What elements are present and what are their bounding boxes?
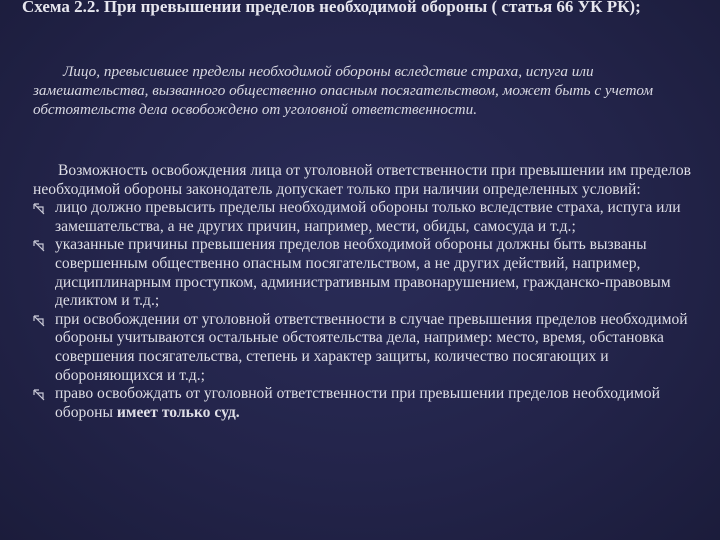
conditions-block bbox=[33, 162, 698, 422]
intro-paragraph bbox=[33, 62, 693, 119]
intro-text: Лицо, превысившее пределы необходимой обороны вследствие страха, испуга или замешательства, вызванного общественно опасным посягательством, может быть с учетом обстоятельств дела освобождено от уголовной ответственности. bbox=[33, 63, 654, 118]
list-item-text: лицо должно превысить пределы необходимой обороны только вследствие страха, испуга или замешательства, а не других причин, например, мести, обиды, самосуда и т.д.; bbox=[55, 199, 681, 235]
list-item-emphasis: имеет только суд. bbox=[116, 403, 240, 421]
lead-paragraph: Возможность освобождения лица от уголовной ответственности при превышении им пределов необходимой обороны законодатель допускает только при наличии определенных условий: bbox=[33, 162, 691, 198]
list-item bbox=[33, 199, 698, 236]
scroll-bullet-icon bbox=[33, 203, 45, 215]
list-item-text: указанные причины превышения пределов необходимой обороны должны быть вызваны совершенным общественно опасным посягательством, а не других действий, например, дисциплинарным проступком, административным правонарушением, гражданско-правовым деликтом и т.д.; bbox=[55, 236, 671, 310]
list-item-text: при освобождении от уголовной ответственности в случае превышения пределов необходимой обороны учитываются остальные обстоятельства дела, например: место, время, обстановка совершения посягательства, степень и характер защиты, количество посягающих и обороняющихся и т.д.; bbox=[55, 310, 688, 384]
scroll-bullet-icon bbox=[33, 240, 45, 252]
list-item bbox=[33, 236, 698, 310]
scroll-bullet-icon bbox=[33, 389, 45, 401]
conditions-list bbox=[33, 199, 698, 422]
list-item bbox=[33, 385, 698, 422]
list-item bbox=[33, 311, 698, 385]
scroll-bullet-icon bbox=[33, 315, 45, 327]
list-item-text: право освобождать от уголовной ответственности при превышении пределов необходимой обороны bbox=[55, 385, 660, 421]
slide-title: Схема 2.2. При превышении пределов необходимой обороны ( статья 66 УК РК); bbox=[22, 0, 641, 16]
